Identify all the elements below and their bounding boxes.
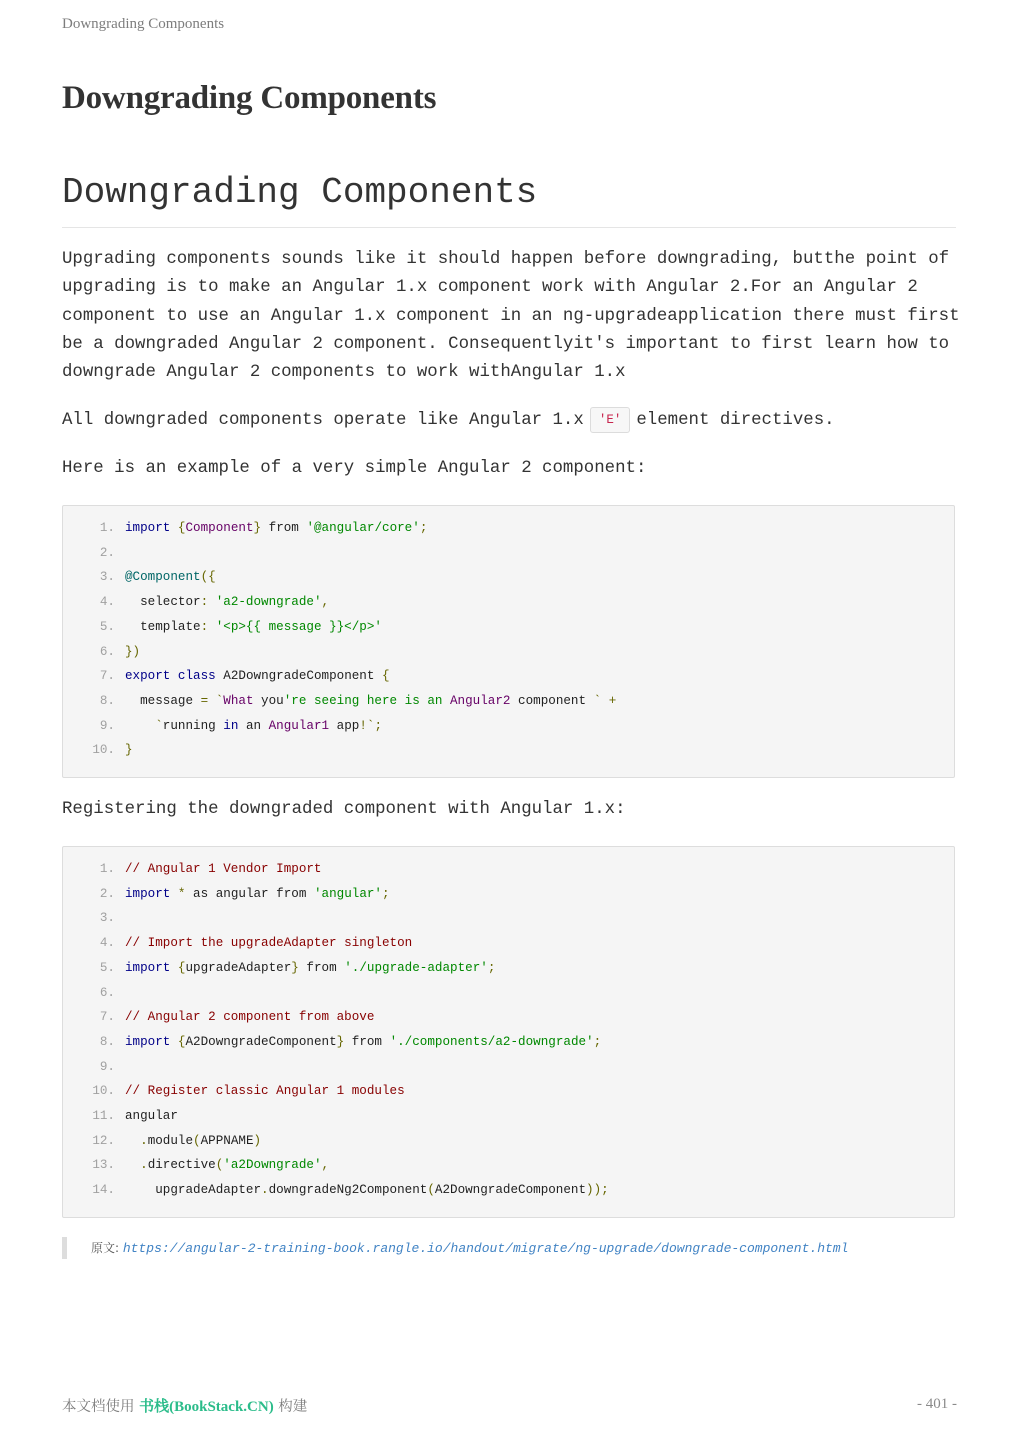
code-line [63,1178,609,1203]
line-number: 5. [99,960,115,975]
code-line [63,1030,601,1055]
source-separator: : [115,1241,123,1255]
line-number: 2. [99,545,115,560]
code-line [63,931,412,956]
line-number: 9. [99,1059,115,1074]
code-line [63,738,133,763]
code-line [63,956,495,981]
code-line [63,857,322,882]
inline-code-e: 'E' [590,407,631,433]
source-blockquote [62,1237,848,1259]
source-link[interactable]: https://angular-2-training-book.rangle.io/handout/migrate/ng-upgrade/downgrade-component.html [122,1241,849,1256]
intro-paragraph [62,246,962,387]
intro-line: upgrading is to make an Angular 1.x component work with Angular 2.For an Angular 2 [62,278,918,298]
code-line [63,565,216,590]
code-block-registration [62,846,955,1218]
code-line [63,516,427,541]
code-text: // Angular 1 Vendor Import [125,862,322,876]
line-number: 4. [99,595,115,610]
intro-line: downgrade Angular 2 components to work withAngular 1.x [62,363,626,383]
register-intro-paragraph: Registering the downgraded component with Angular 1.x: [62,800,626,819]
code-text: } [125,743,133,758]
line-number: 10. [92,1084,115,1099]
code-line [63,981,125,1006]
code-block-component [62,505,955,778]
code-text: export class A2DowngradeComponent { [125,669,390,684]
running-header: Downgrading Components [62,16,225,32]
code-text: // Register classic Angular 1 modules [125,1084,405,1099]
line-number: 7. [99,669,115,684]
code-text: angular [125,1109,178,1123]
directive-text-before: All downgraded components operate like Angular 1.x [62,411,584,430]
line-number: 5. [99,619,115,634]
example-intro-paragraph: Here is an example of a very simple Angular 2 component: [62,459,647,478]
code-line [63,906,125,931]
line-number: 11. [92,1109,115,1123]
directive-paragraph [62,407,962,435]
code-text: .directive('a2Downgrade', [140,1158,330,1173]
code-text: selector: 'a2-downgrade', [125,595,330,610]
intro-line: Upgrading components sounds like it should happen before downgrading, butthe point of [62,250,950,269]
code-line [63,689,616,714]
code-text: upgradeAdapter.downgradeNg2Component(A2DowngradeComponent)); [125,1183,609,1198]
code-text: message = `What you're seeing here is an Angular2 component ` + [125,693,617,708]
line-number: 13. [92,1158,115,1173]
code-line [63,1129,261,1154]
source-label: 原文 [91,1241,116,1255]
line-number: 7. [99,1010,115,1025]
code-text: // Import the upgradeAdapter singleton [125,936,413,951]
intro-line: be a downgraded Angular 2 component. Consequentlyit's important to first learn how to [62,334,950,354]
code-line [63,590,329,615]
footer-suffix: 构建 [273,1399,308,1415]
code-text: import {A2DowngradeComponent} from './components/a2-downgrade'; [125,1034,602,1049]
document-title: Downgrading Components [62,80,437,116]
code-line [63,664,390,689]
line-number: 1. [99,521,115,535]
code-text: }) [125,644,141,659]
line-number: 8. [99,1034,115,1049]
line-number: 2. [99,886,115,901]
line-number: 6. [99,985,115,1000]
line-number: 3. [99,911,115,926]
code-line [63,541,125,566]
line-number: 9. [99,718,115,733]
line-number: 1. [99,862,115,876]
heading-divider [62,227,956,228]
code-line [63,1104,178,1129]
intro-line: component to use an Angular 1.x component in an ng-upgradeapplication there must first [62,306,960,326]
code-text: // Angular 2 component from above [125,1010,375,1025]
code-line [63,1079,405,1104]
footer-credit [62,1395,307,1416]
code-line [63,1055,125,1080]
directive-text-after: element directives. [636,411,835,430]
line-number: 6. [99,644,115,659]
code-line [63,640,140,665]
footer-prefix: 本文档使用 [62,1399,140,1415]
footer-brand-link[interactable]: 书栈(BookStack.CN) [139,1399,274,1415]
code-line [63,615,382,640]
line-number: 8. [99,693,115,708]
code-text: import {Component} from '@angular/core'; [125,521,428,535]
code-text: import * as angular from 'angular'; [125,886,390,901]
code-line [63,1005,374,1030]
line-number: 3. [99,570,115,585]
section-heading: Downgrading Components [62,172,538,213]
line-number: 14. [92,1183,115,1198]
line-number: 4. [99,936,115,951]
code-text: import {upgradeAdapter} from './upgrade-adapter'; [125,960,496,975]
line-number: 12. [92,1133,115,1148]
code-line [63,1153,329,1178]
code-text: `running in an Angular1 app!`; [155,718,383,733]
line-number: 10. [92,743,115,758]
code-text: .module(APPNAME) [140,1133,262,1148]
code-line [63,882,390,907]
page-number: - 401 - [917,1396,957,1412]
code-line [63,714,382,739]
code-text: template: '<p>{{ message }}</p>' [125,619,382,634]
code-text: @Component({ [125,570,216,585]
